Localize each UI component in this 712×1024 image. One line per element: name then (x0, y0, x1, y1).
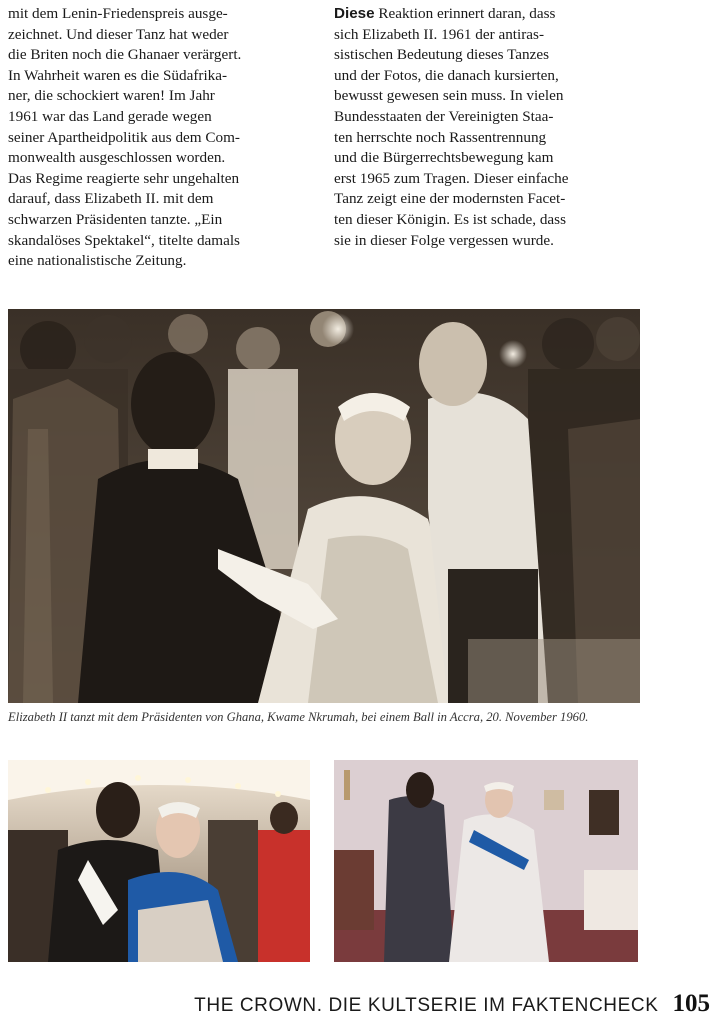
main-photo-illustration (8, 309, 640, 703)
text-line: monwealth ausgeschlossen worden. (8, 149, 226, 167)
text-line: sie in dieser Folge vergessen wurde. (334, 231, 554, 249)
series-still-dance (8, 760, 310, 962)
text-line: In Wahrheit waren es die Südafrika- (8, 66, 228, 84)
text-line: ten herrschte noch Rassentrennung (334, 128, 547, 146)
text-line: Bundesstaaten der Vereinigten Staa- (334, 107, 554, 125)
paragraph-lead: Diese (334, 5, 375, 22)
text-line: und der Fotos, die danach kursierten, (334, 66, 559, 84)
page-number: 105 (672, 990, 710, 1017)
text-line: skandalöses Spektakel“, titelte damals (8, 231, 240, 249)
text-line: die Briten noch die Ghanaer verärgert. (8, 46, 242, 64)
text-line: Tanz zeigt eine der modernsten Facet- (334, 190, 566, 208)
text-line-first (334, 4, 638, 25)
historic-photo-illustration (334, 760, 638, 962)
text-line: eine nationalistische Zeitung. (8, 252, 187, 270)
text-line: schwarzen Präsidenten tanzte. „Ein (8, 210, 223, 228)
series-still-illustration (8, 760, 310, 962)
text-line: ner, die schockiert waren! Im Jahr (8, 87, 215, 105)
text-line: und die Bürgerrechtsbewegung kam (334, 149, 554, 167)
text-line: sich Elizabeth II. 1961 der antiras- (334, 25, 545, 43)
article-right-column (334, 4, 638, 251)
text-fragment: Reaktion erinnert daran, dass (374, 5, 556, 22)
text-line: Das Regime reagierte sehr ungehalten (8, 169, 240, 187)
text-line: mit dem Lenin-Friedenspreis ausge- (8, 5, 228, 22)
text-line: bewusst gewesen sein muss. In vielen (334, 87, 564, 105)
text-line: sistischen Bedeutung dieses Tanzes (334, 46, 550, 64)
page-footer (8, 990, 712, 1020)
running-head: THE CROWN. DIE KULTSERIE IM FAKTENCHECK (194, 995, 659, 1016)
article-left-column (8, 4, 308, 272)
text-line: zeichnet. Und dieser Tanz hat weder (8, 25, 229, 43)
main-photo-ball-dance (8, 309, 640, 703)
text-line: darauf, dass Elizabeth II. mit dem (8, 190, 214, 208)
text-line: seiner Apartheidpolitik aus dem Com- (8, 128, 240, 146)
historic-photo-receiving (334, 760, 638, 962)
text-line: ten dieser Königin. Es ist schade, dass (334, 210, 566, 228)
text-line: 1961 war das Land gerade wegen (8, 107, 212, 125)
text-line: erst 1965 zum Tragen. Dieser einfache (334, 169, 569, 187)
photo-caption: Elizabeth II tanzt mit dem Präsidenten von Ghana, Kwame Nkrumah, bei einem Ball in Accra, 20. November 1960. (8, 710, 589, 724)
